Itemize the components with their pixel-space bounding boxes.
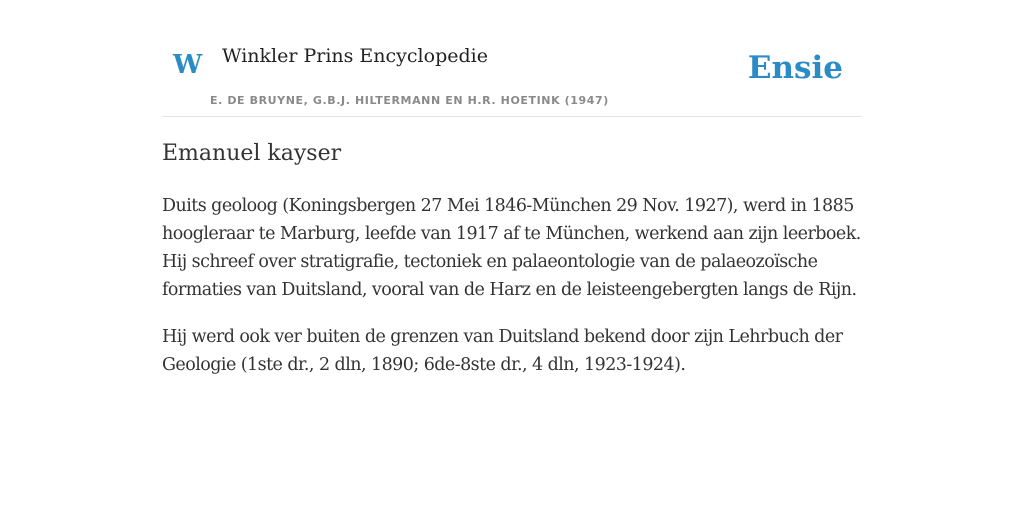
ensie-logo-link[interactable]: Ensie — [747, 50, 843, 86]
page — [162, 0, 862, 375]
book-authors: E. DE BRUYNE, G.B.J. HILTERMANN EN H.R. HOETINK (1947) — [210, 94, 609, 107]
book-title-link[interactable]: Winkler Prins Encyclopedie — [222, 45, 488, 67]
article-paragraph: Hij werd ook ver buiten de grenzen van Duitsland bekend door zijn Lehrbuch der Geologie (1ste dr., 2 dln, 1890; 6de-8ste dr., 4 dln, 1923-1924). — [162, 327, 843, 375]
header — [162, 0, 862, 117]
article-title: Emanuel kayser — [162, 141, 342, 166]
encyclopedia-logo[interactable]: W — [173, 50, 203, 80]
article-body — [162, 192, 862, 398]
article-paragraph: Duits geoloog (Koningsbergen 27 Mei 1846-München 29 Nov. 1927), werd in 1885 hoogleraar te Marburg, leefde van 1917 af te München, werkend aan zijn leerboek. Hij schreef over stratigrafie, tectoniek en palaeontologie van de palaeozoïsche formaties van Duitsland, vooral van de Harz en de leisteengebergten langs de Rijn. — [162, 196, 861, 300]
